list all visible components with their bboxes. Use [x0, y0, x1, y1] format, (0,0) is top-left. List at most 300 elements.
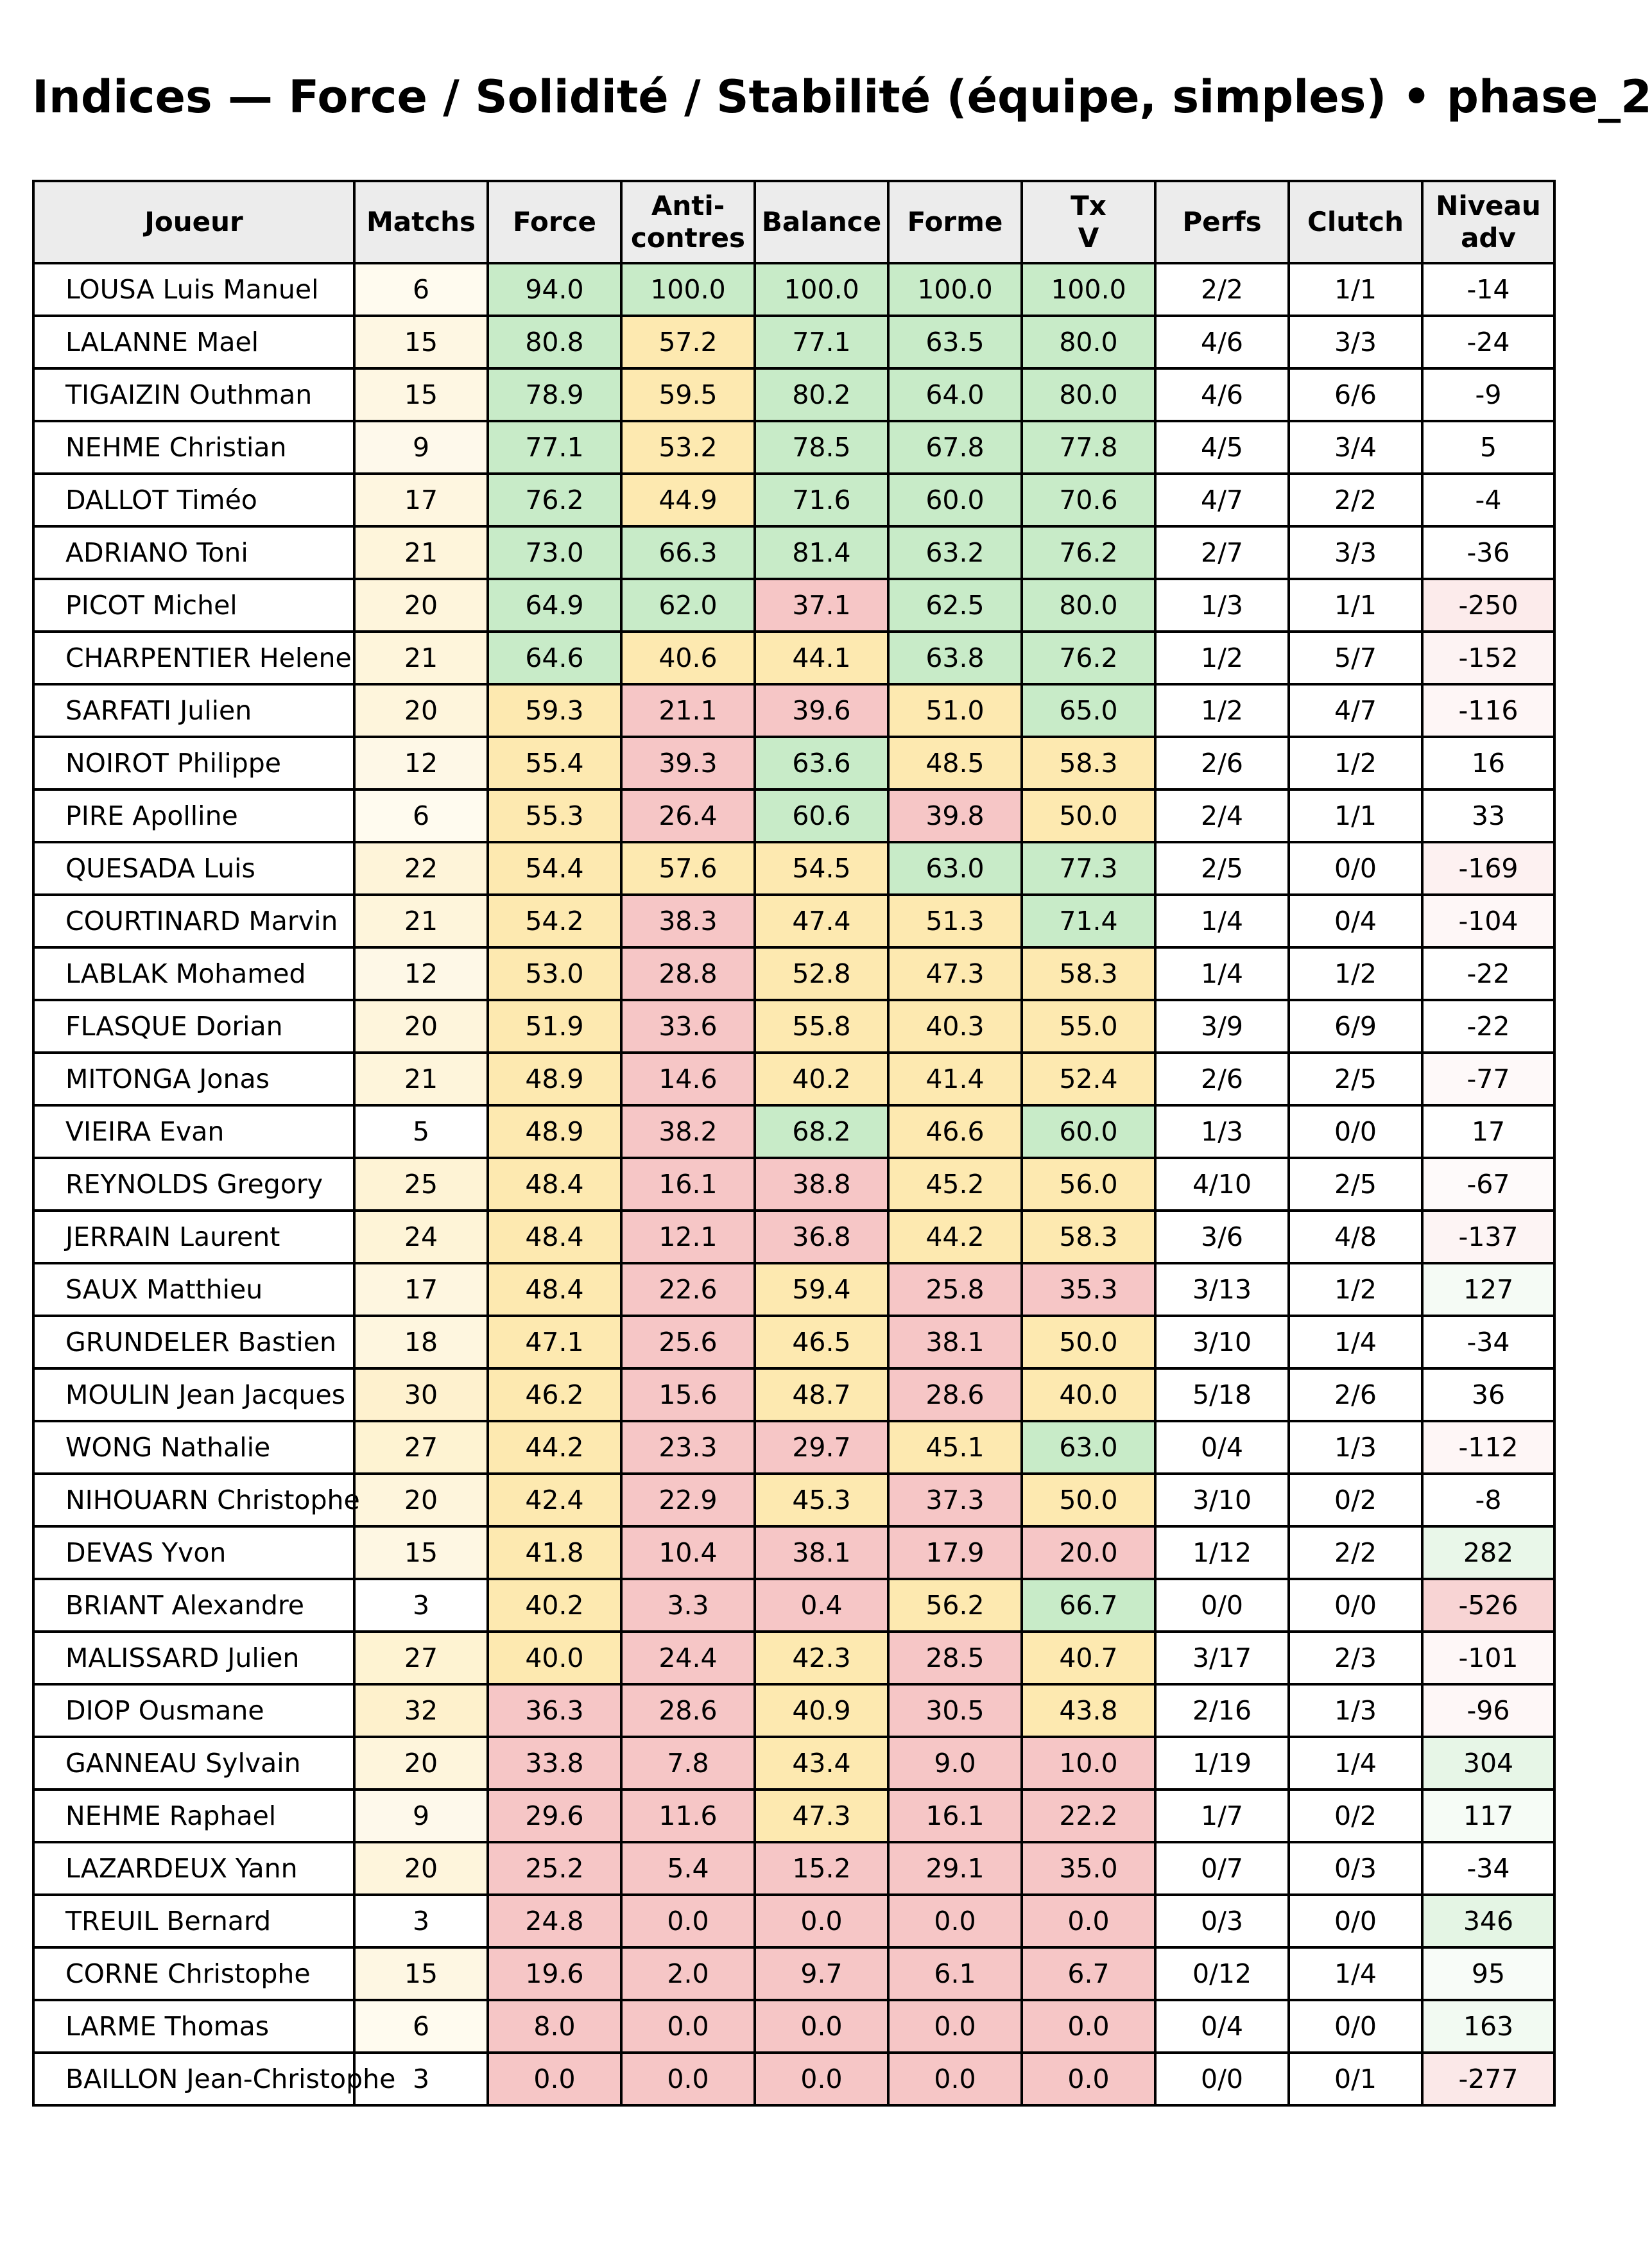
table-row: [33, 526, 1554, 579]
cell-tx-v: 71.4: [1022, 895, 1155, 947]
cell-joueur: COURTINARD Marvin: [33, 895, 354, 947]
cell-force: 94.0: [488, 263, 621, 316]
cell-anti-contres: 39.3: [621, 737, 755, 789]
cell-forme: 63.5: [888, 316, 1022, 368]
cell-perfs: 1/12: [1155, 1526, 1289, 1579]
cell-niveau-adv: -8: [1422, 1474, 1554, 1526]
table-row: [33, 263, 1554, 316]
cell-balance: 80.2: [755, 368, 888, 421]
cell-joueur: BAILLON Jean-Christophe: [33, 2053, 354, 2105]
table-row: [33, 1263, 1554, 1316]
cell-forme: 17.9: [888, 1526, 1022, 1579]
cell-clutch: 0/0: [1289, 2000, 1422, 2053]
cell-balance: 38.8: [755, 1158, 888, 1211]
cell-perfs: 2/2: [1155, 263, 1289, 316]
cell-joueur: NIHOUARN Christophe: [33, 1474, 354, 1526]
cell-matchs: 12: [354, 947, 488, 1000]
cell-joueur: TIGAIZIN Outhman: [33, 368, 354, 421]
cell-matchs: 25: [354, 1158, 488, 1211]
cell-niveau-adv: 5: [1422, 421, 1554, 474]
cell-joueur: NOIROT Philippe: [33, 737, 354, 789]
cell-perfs: 4/5: [1155, 421, 1289, 474]
cell-tx-v: 50.0: [1022, 1316, 1155, 1368]
cell-perfs: 1/2: [1155, 632, 1289, 684]
cell-joueur: LALANNE Mael: [33, 316, 354, 368]
cell-clutch: 1/1: [1289, 579, 1422, 632]
cell-balance: 38.1: [755, 1526, 888, 1579]
cell-force: 55.4: [488, 737, 621, 789]
cell-force: 47.1: [488, 1316, 621, 1368]
cell-niveau-adv: -24: [1422, 316, 1554, 368]
cell-clutch: 3/4: [1289, 421, 1422, 474]
cell-clutch: 1/2: [1289, 1263, 1422, 1316]
cell-joueur: JERRAIN Laurent: [33, 1211, 354, 1263]
cell-balance: 78.5: [755, 421, 888, 474]
column-header-matchs: Matchs: [354, 181, 488, 263]
cell-joueur: WONG Nathalie: [33, 1421, 354, 1474]
cell-tx-v: 0.0: [1022, 1895, 1155, 1947]
cell-balance: 0.0: [755, 1895, 888, 1947]
cell-perfs: 3/6: [1155, 1211, 1289, 1263]
cell-niveau-adv: -112: [1422, 1421, 1554, 1474]
cell-balance: 40.9: [755, 1684, 888, 1737]
cell-clutch: 2/6: [1289, 1368, 1422, 1421]
cell-niveau-adv: 33: [1422, 789, 1554, 842]
table-row: [33, 1158, 1554, 1211]
cell-balance: 63.6: [755, 737, 888, 789]
cell-perfs: 5/18: [1155, 1368, 1289, 1421]
cell-matchs: 27: [354, 1421, 488, 1474]
cell-balance: 42.3: [755, 1632, 888, 1684]
table-row: [33, 1316, 1554, 1368]
cell-joueur: PICOT Michel: [33, 579, 354, 632]
cell-joueur: DALLOT Timéo: [33, 474, 354, 526]
cell-anti-contres: 12.1: [621, 1211, 755, 1263]
cell-clutch: 1/4: [1289, 1947, 1422, 2000]
cell-tx-v: 35.3: [1022, 1263, 1155, 1316]
cell-matchs: 21: [354, 526, 488, 579]
column-header-joueur: Joueur: [33, 181, 354, 263]
cell-tx-v: 100.0: [1022, 263, 1155, 316]
cell-anti-contres: 0.0: [621, 2053, 755, 2105]
cell-perfs: 3/10: [1155, 1316, 1289, 1368]
cell-tx-v: 55.0: [1022, 1000, 1155, 1053]
cell-forme: 44.2: [888, 1211, 1022, 1263]
cell-perfs: 0/4: [1155, 2000, 1289, 2053]
cell-anti-contres: 66.3: [621, 526, 755, 579]
cell-joueur: REYNOLDS Gregory: [33, 1158, 354, 1211]
cell-tx-v: 66.7: [1022, 1579, 1155, 1632]
cell-balance: 0.0: [755, 2000, 888, 2053]
cell-force: 73.0: [488, 526, 621, 579]
cell-clutch: 6/9: [1289, 1000, 1422, 1053]
cell-anti-contres: 23.3: [621, 1421, 755, 1474]
cell-forme: 39.8: [888, 789, 1022, 842]
cell-clutch: 0/1: [1289, 2053, 1422, 2105]
cell-force: 64.6: [488, 632, 621, 684]
cell-balance: 46.5: [755, 1316, 888, 1368]
page-title: Indices — Force / Solidité / Stabilité (équipe, simples) • phase_2: [32, 71, 1652, 123]
cell-matchs: 12: [354, 737, 488, 789]
cell-clutch: 3/3: [1289, 316, 1422, 368]
cell-tx-v: 77.3: [1022, 842, 1155, 895]
cell-perfs: 3/17: [1155, 1632, 1289, 1684]
cell-matchs: 6: [354, 2000, 488, 2053]
table-row: [33, 1684, 1554, 1737]
cell-force: 41.8: [488, 1526, 621, 1579]
cell-tx-v: 10.0: [1022, 1737, 1155, 1790]
cell-anti-contres: 0.0: [621, 2000, 755, 2053]
cell-forme: 0.0: [888, 2000, 1022, 2053]
cell-balance: 68.2: [755, 1105, 888, 1158]
cell-clutch: 0/3: [1289, 1842, 1422, 1895]
table-row: [33, 1053, 1554, 1105]
table-row: [33, 316, 1554, 368]
cell-balance: 77.1: [755, 316, 888, 368]
table-row: [33, 474, 1554, 526]
cell-niveau-adv: 17: [1422, 1105, 1554, 1158]
cell-tx-v: 70.6: [1022, 474, 1155, 526]
cell-joueur: NEHME Raphael: [33, 1790, 354, 1842]
cell-matchs: 21: [354, 895, 488, 947]
cell-joueur: CHARPENTIER Helene: [33, 632, 354, 684]
table-row: [33, 1947, 1554, 2000]
column-header-tx-v: Tx V: [1022, 181, 1155, 263]
cell-balance: 47.3: [755, 1790, 888, 1842]
cell-joueur: DEVAS Yvon: [33, 1526, 354, 1579]
table-row: [33, 1790, 1554, 1842]
cell-clutch: 4/8: [1289, 1211, 1422, 1263]
cell-force: 40.0: [488, 1632, 621, 1684]
cell-niveau-adv: -104: [1422, 895, 1554, 947]
cell-niveau-adv: -77: [1422, 1053, 1554, 1105]
cell-anti-contres: 40.6: [621, 632, 755, 684]
column-header-anti-contres: Anti- contres: [621, 181, 755, 263]
column-header-force: Force: [488, 181, 621, 263]
cell-joueur: CORNE Christophe: [33, 1947, 354, 2000]
table-row: [33, 1368, 1554, 1421]
cell-forme: 51.0: [888, 684, 1022, 737]
cell-forme: 63.0: [888, 842, 1022, 895]
cell-forme: 48.5: [888, 737, 1022, 789]
cell-matchs: 21: [354, 1053, 488, 1105]
indices-table: [32, 180, 1556, 2107]
cell-perfs: 4/10: [1155, 1158, 1289, 1211]
cell-forme: 41.4: [888, 1053, 1022, 1105]
cell-niveau-adv: -67: [1422, 1158, 1554, 1211]
cell-forme: 38.1: [888, 1316, 1022, 1368]
cell-balance: 100.0: [755, 263, 888, 316]
cell-anti-contres: 38.2: [621, 1105, 755, 1158]
table-row: [33, 737, 1554, 789]
cell-forme: 64.0: [888, 368, 1022, 421]
cell-anti-contres: 2.0: [621, 1947, 755, 2000]
cell-matchs: 32: [354, 1684, 488, 1737]
cell-force: 25.2: [488, 1842, 621, 1895]
cell-clutch: 1/2: [1289, 947, 1422, 1000]
cell-forme: 47.3: [888, 947, 1022, 1000]
cell-force: 24.8: [488, 1895, 621, 1947]
cell-balance: 60.6: [755, 789, 888, 842]
table-row: [33, 2000, 1554, 2053]
cell-perfs: 0/7: [1155, 1842, 1289, 1895]
cell-matchs: 20: [354, 1474, 488, 1526]
cell-niveau-adv: 127: [1422, 1263, 1554, 1316]
cell-clutch: 2/5: [1289, 1158, 1422, 1211]
cell-anti-contres: 5.4: [621, 1842, 755, 1895]
cell-forme: 62.5: [888, 579, 1022, 632]
cell-force: 48.4: [488, 1158, 621, 1211]
cell-perfs: 4/6: [1155, 368, 1289, 421]
cell-force: 8.0: [488, 2000, 621, 2053]
cell-forme: 16.1: [888, 1790, 1022, 1842]
cell-force: 42.4: [488, 1474, 621, 1526]
table-body: [33, 263, 1554, 2105]
cell-force: 19.6: [488, 1947, 621, 2000]
table-row: [33, 1000, 1554, 1053]
cell-joueur: SARFATI Julien: [33, 684, 354, 737]
cell-perfs: 1/7: [1155, 1790, 1289, 1842]
cell-niveau-adv: -9: [1422, 368, 1554, 421]
cell-perfs: 2/4: [1155, 789, 1289, 842]
cell-anti-contres: 53.2: [621, 421, 755, 474]
cell-tx-v: 22.2: [1022, 1790, 1155, 1842]
cell-tx-v: 50.0: [1022, 1474, 1155, 1526]
cell-balance: 52.8: [755, 947, 888, 1000]
cell-clutch: 0/0: [1289, 1579, 1422, 1632]
cell-perfs: 1/4: [1155, 895, 1289, 947]
table-row: [33, 842, 1554, 895]
cell-niveau-adv: -277: [1422, 2053, 1554, 2105]
cell-niveau-adv: -22: [1422, 947, 1554, 1000]
cell-anti-contres: 0.0: [621, 1895, 755, 1947]
cell-balance: 37.1: [755, 579, 888, 632]
cell-force: 44.2: [488, 1421, 621, 1474]
cell-tx-v: 43.8: [1022, 1684, 1155, 1737]
cell-matchs: 18: [354, 1316, 488, 1368]
column-header-perfs: Perfs: [1155, 181, 1289, 263]
cell-force: 33.8: [488, 1737, 621, 1790]
table-row: [33, 1474, 1554, 1526]
cell-forme: 0.0: [888, 1895, 1022, 1947]
cell-joueur: MOULIN Jean Jacques: [33, 1368, 354, 1421]
cell-force: 54.4: [488, 842, 621, 895]
cell-perfs: 0/12: [1155, 1947, 1289, 2000]
cell-niveau-adv: 304: [1422, 1737, 1554, 1790]
cell-clutch: 0/4: [1289, 895, 1422, 947]
cell-balance: 39.6: [755, 684, 888, 737]
cell-tx-v: 0.0: [1022, 2053, 1155, 2105]
table-row: [33, 684, 1554, 737]
cell-clutch: 1/3: [1289, 1684, 1422, 1737]
cell-forme: 45.2: [888, 1158, 1022, 1211]
cell-matchs: 6: [354, 263, 488, 316]
cell-tx-v: 40.7: [1022, 1632, 1155, 1684]
cell-balance: 15.2: [755, 1842, 888, 1895]
cell-joueur: QUESADA Luis: [33, 842, 354, 895]
cell-force: 46.2: [488, 1368, 621, 1421]
cell-niveau-adv: 282: [1422, 1526, 1554, 1579]
cell-anti-contres: 16.1: [621, 1158, 755, 1211]
cell-niveau-adv: 95: [1422, 1947, 1554, 2000]
cell-tx-v: 58.3: [1022, 1211, 1155, 1263]
cell-balance: 9.7: [755, 1947, 888, 2000]
cell-niveau-adv: 117: [1422, 1790, 1554, 1842]
cell-perfs: 3/13: [1155, 1263, 1289, 1316]
cell-perfs: 3/10: [1155, 1474, 1289, 1526]
table-row: [33, 947, 1554, 1000]
cell-niveau-adv: 36: [1422, 1368, 1554, 1421]
cell-perfs: 0/3: [1155, 1895, 1289, 1947]
cell-clutch: 6/6: [1289, 368, 1422, 421]
cell-perfs: 0/4: [1155, 1421, 1289, 1474]
cell-balance: 55.8: [755, 1000, 888, 1053]
cell-perfs: 1/3: [1155, 579, 1289, 632]
cell-anti-contres: 100.0: [621, 263, 755, 316]
cell-perfs: 4/6: [1155, 316, 1289, 368]
cell-balance: 0.0: [755, 2053, 888, 2105]
cell-balance: 47.4: [755, 895, 888, 947]
cell-joueur: PIRE Apolline: [33, 789, 354, 842]
cell-joueur: LOUSA Luis Manuel: [33, 263, 354, 316]
cell-force: 54.2: [488, 895, 621, 947]
table-row: [33, 1211, 1554, 1263]
cell-tx-v: 40.0: [1022, 1368, 1155, 1421]
cell-clutch: 2/2: [1289, 474, 1422, 526]
cell-forme: 60.0: [888, 474, 1022, 526]
cell-matchs: 20: [354, 1000, 488, 1053]
cell-force: 76.2: [488, 474, 621, 526]
cell-balance: 45.3: [755, 1474, 888, 1526]
cell-niveau-adv: -101: [1422, 1632, 1554, 1684]
cell-perfs: 2/7: [1155, 526, 1289, 579]
table-row: [33, 1105, 1554, 1158]
cell-anti-contres: 28.8: [621, 947, 755, 1000]
cell-tx-v: 80.0: [1022, 579, 1155, 632]
cell-forme: 56.2: [888, 1579, 1022, 1632]
cell-clutch: 2/5: [1289, 1053, 1422, 1105]
cell-tx-v: 76.2: [1022, 632, 1155, 684]
cell-clutch: 0/0: [1289, 1895, 1422, 1947]
cell-joueur: LAZARDEUX Yann: [33, 1842, 354, 1895]
cell-clutch: 4/7: [1289, 684, 1422, 737]
cell-joueur: NEHME Christian: [33, 421, 354, 474]
cell-anti-contres: 25.6: [621, 1316, 755, 1368]
cell-tx-v: 65.0: [1022, 684, 1155, 737]
cell-forme: 30.5: [888, 1684, 1022, 1737]
cell-tx-v: 60.0: [1022, 1105, 1155, 1158]
cell-force: 53.0: [488, 947, 621, 1000]
cell-niveau-adv: -4: [1422, 474, 1554, 526]
cell-forme: 67.8: [888, 421, 1022, 474]
cell-clutch: 0/2: [1289, 1474, 1422, 1526]
cell-force: 29.6: [488, 1790, 621, 1842]
cell-anti-contres: 21.1: [621, 684, 755, 737]
cell-niveau-adv: -137: [1422, 1211, 1554, 1263]
cell-clutch: 1/4: [1289, 1316, 1422, 1368]
cell-clutch: 1/4: [1289, 1737, 1422, 1790]
cell-perfs: 4/7: [1155, 474, 1289, 526]
cell-matchs: 9: [354, 1790, 488, 1842]
cell-anti-contres: 24.4: [621, 1632, 755, 1684]
cell-matchs: 3: [354, 1579, 488, 1632]
table-header-row: [33, 181, 1554, 263]
cell-anti-contres: 62.0: [621, 579, 755, 632]
cell-balance: 71.6: [755, 474, 888, 526]
cell-forme: 37.3: [888, 1474, 1022, 1526]
cell-anti-contres: 44.9: [621, 474, 755, 526]
cell-forme: 6.1: [888, 1947, 1022, 2000]
cell-niveau-adv: 163: [1422, 2000, 1554, 2053]
cell-anti-contres: 22.9: [621, 1474, 755, 1526]
cell-clutch: 1/1: [1289, 263, 1422, 316]
cell-balance: 43.4: [755, 1737, 888, 1790]
cell-tx-v: 50.0: [1022, 789, 1155, 842]
cell-force: 64.9: [488, 579, 621, 632]
table-row: [33, 1632, 1554, 1684]
cell-matchs: 15: [354, 1526, 488, 1579]
cell-matchs: 21: [354, 632, 488, 684]
cell-forme: 28.6: [888, 1368, 1022, 1421]
cell-perfs: 1/19: [1155, 1737, 1289, 1790]
cell-anti-contres: 38.3: [621, 895, 755, 947]
cell-balance: 48.7: [755, 1368, 888, 1421]
cell-force: 55.3: [488, 789, 621, 842]
cell-niveau-adv: -250: [1422, 579, 1554, 632]
cell-force: 0.0: [488, 2053, 621, 2105]
cell-matchs: 17: [354, 474, 488, 526]
cell-balance: 0.4: [755, 1579, 888, 1632]
cell-niveau-adv: -116: [1422, 684, 1554, 737]
column-header-niveau-adv: Niveau adv: [1422, 181, 1554, 263]
cell-perfs: 1/4: [1155, 947, 1289, 1000]
cell-perfs: 2/16: [1155, 1684, 1289, 1737]
cell-anti-contres: 57.6: [621, 842, 755, 895]
cell-joueur: GRUNDELER Bastien: [33, 1316, 354, 1368]
cell-joueur: MALISSARD Julien: [33, 1632, 354, 1684]
cell-forme: 40.3: [888, 1000, 1022, 1053]
cell-tx-v: 56.0: [1022, 1158, 1155, 1211]
cell-matchs: 17: [354, 1263, 488, 1316]
cell-force: 48.4: [488, 1263, 621, 1316]
cell-force: 77.1: [488, 421, 621, 474]
cell-joueur: MITONGA Jonas: [33, 1053, 354, 1105]
cell-tx-v: 80.0: [1022, 368, 1155, 421]
cell-joueur: BRIANT Alexandre: [33, 1579, 354, 1632]
cell-forme: 0.0: [888, 2053, 1022, 2105]
cell-anti-contres: 7.8: [621, 1737, 755, 1790]
cell-niveau-adv: -34: [1422, 1316, 1554, 1368]
cell-anti-contres: 15.6: [621, 1368, 755, 1421]
cell-tx-v: 52.4: [1022, 1053, 1155, 1105]
cell-balance: 36.8: [755, 1211, 888, 1263]
table-row: [33, 1421, 1554, 1474]
cell-forme: 25.8: [888, 1263, 1022, 1316]
cell-matchs: 3: [354, 2053, 488, 2105]
cell-clutch: 0/0: [1289, 842, 1422, 895]
cell-joueur: GANNEAU Sylvain: [33, 1737, 354, 1790]
cell-forme: 63.2: [888, 526, 1022, 579]
column-header-forme: Forme: [888, 181, 1022, 263]
cell-joueur: SAUX Matthieu: [33, 1263, 354, 1316]
cell-matchs: 15: [354, 316, 488, 368]
cell-tx-v: 58.3: [1022, 737, 1155, 789]
table-row: [33, 368, 1554, 421]
table-row: [33, 789, 1554, 842]
table-row: [33, 1526, 1554, 1579]
cell-clutch: 0/0: [1289, 1105, 1422, 1158]
table-row: [33, 579, 1554, 632]
